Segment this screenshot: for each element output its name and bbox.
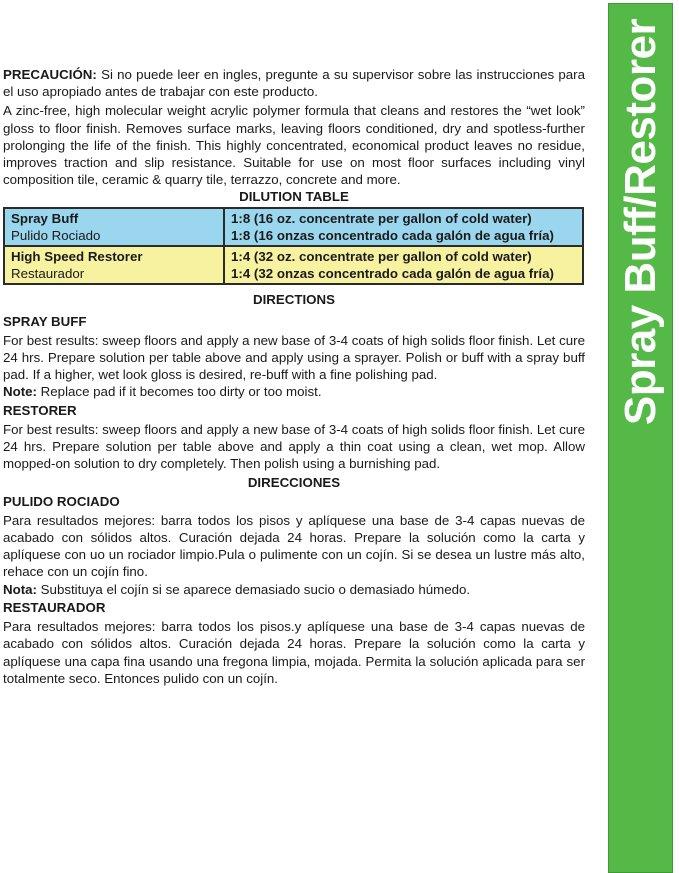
restorer-heading: RESTORER [3,402,77,418]
spray-buff-text: For best results: sweep floors and apply a new base of 3-4 coats of high solids floor finish. Let cure 24 hrs. Prepare solution per table above and apply using a sprayer. Polish or buff with a spray buff pad. If a higher, wet look gloss is desired, re-buff with a fine polishing pad. [3,332,585,383]
dilution-cell-ratio [224,208,583,246]
directions-title: DIRECTIONS [252,292,335,308]
ratio-en: 1:8 (16 oz. concentrate per gallon of cold water) [231,210,532,226]
dilution-cell-name [4,208,224,246]
precaution-text: Si no puede leer en ingles, pregunte a su supervisor sobre las instrucciones para el uso apropiado antes de trabajar con este producto. [3,67,585,100]
restaurador-text: Para resultados mejores: barra todos los pisos.y aplíquese una base de 3-4 capas nuevas de acabado con sólidos altos. Curación dejada 24 horas. Prepare la solución como la carta y aplíquese una capa fina usando una fregona limpia, mojada. Permita la solución aplicada para ser totalmente seco. Entonces pulido con un cojín. [3,619,585,686]
row-name-en: Spray Buff [11,210,79,226]
dilution-table-title: DILUTION TABLE [239,189,349,205]
direcciones-title: DIRECCIONES [247,475,341,491]
precaution-label: PRECAUCIÓN: [3,67,97,82]
label-body [3,66,585,687]
dilution-row-spray-buff [4,208,583,246]
dilution-cell-ratio [224,246,583,284]
nota-label: Nota: [3,581,37,597]
pulido-text: Para resultados mejores: barra todos los pisos y aplíquese una base de 3-4 capas nuevas de acabado con sólidos altos. Curación dejada 24 horas. Prepare la solución como la carta y aplíquese con uo un rociador limpio.Pula o pulimente con un cojín. Si se desea un lustre más alto, rehace con un cojín fino. [3,512,585,580]
row-name-es: Pulido Rociado [11,227,101,243]
ratio-es: 1:4 (32 onzas concentrado cada galón de agua fría) [231,266,554,282]
note-text: Replace pad if it becomes too dirty or too moist. [36,384,322,400]
dilution-cell-name [4,246,224,284]
dilution-table [3,207,584,286]
note-paragraph [3,383,585,400]
product-description: A zinc-free, high molecular weight acrylic polymer formula that cleans and restores the “wet look” gloss to floor finish. Removes surface marks, leaving floors conditioned, dry and spotless-further prolonging the life of the finish. This highly concentrated, economical product leaves no residue, improves traction and slip resistance. Suitable for use on most floor surfaces including vinyl composition tile, ceramic & quarry tile, terrazzo, concrete and more. [3,103,585,188]
row-name-es: Restaurador [11,266,85,282]
sidebar [606,0,679,873]
nota-text: Substituya el cojín si se aparece demasiado sucio o demasiado húmedo. [36,581,471,597]
ratio-es: 1:8 (16 onzas concentrado cada galón de agua fría) [231,227,554,243]
precaution-paragraph [3,66,585,100]
ratio-en: 1:4 (32 oz. concentrate per gallon of cold water) [231,249,532,265]
note-label: Note: [3,384,37,400]
nota-paragraph [3,581,585,598]
product-name-banner [608,3,673,873]
spray-buff-heading: SPRAY BUFF [3,313,87,329]
restaurador-heading: RESTAURADOR [3,599,106,615]
dilution-row-restorer [4,246,583,284]
restorer-text: For best results: sweep floors and apply a new base of 3-4 coats of high solids floor finish. Let cure 24 hrs. Prepare solution per table above and apply a thin coat using a clean, wet mop. Allow mopped-on solution to dry completely. Then polish using a burnishing pad. [3,421,585,472]
row-name-en: High Speed Restorer [11,249,143,265]
product-name-vertical: Spray Buff/Restorer [615,18,665,426]
pulido-heading: PULIDO ROCIADO [3,493,120,509]
